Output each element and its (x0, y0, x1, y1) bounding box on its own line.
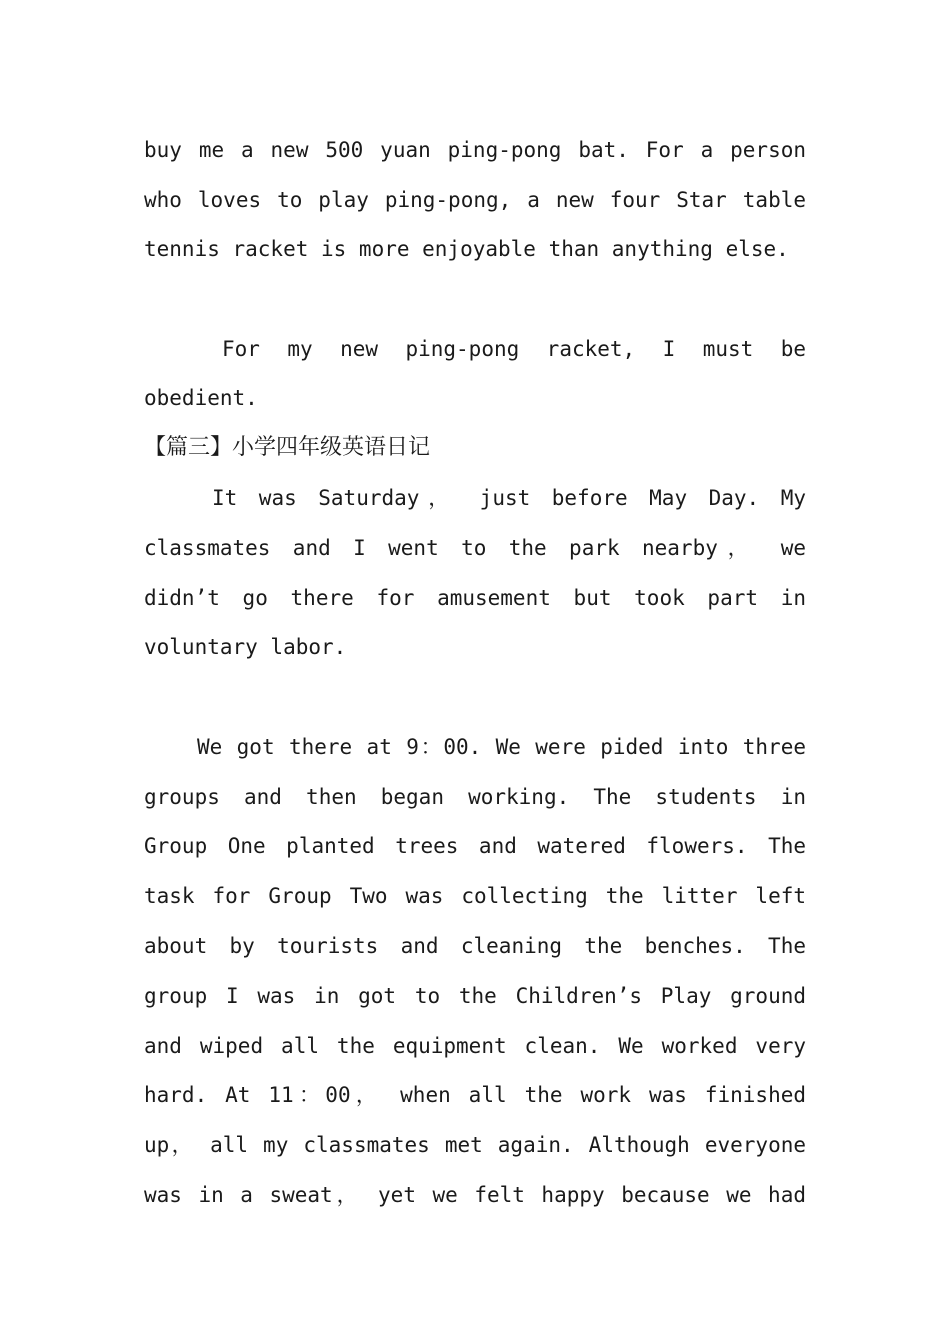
text-line: who loves to play ping-pong, a new four Star table (144, 188, 806, 212)
text-line: classmates and I went to the park nearby， we (144, 536, 806, 560)
text-line: Group One planted trees and watered flowers. The (144, 834, 806, 858)
text-line: voluntary labor. (144, 635, 347, 659)
text-line: buy me a new 500 yuan ping-pong bat. For a person (144, 138, 806, 162)
text-line: hard. At 11：00， when all the work was finished (144, 1083, 806, 1107)
text-line: was in a sweat， yet we felt happy because we had (144, 1183, 806, 1207)
text-line: about by tourists and cleaning the benches. The (144, 934, 806, 958)
text-line: obedient. (144, 386, 258, 410)
section-heading: 【篇三】小学四年级英语日记 (144, 435, 431, 460)
text-line: For my new ping-pong racket, I must be (222, 337, 806, 361)
text-line: It was Saturday， just before May Day. My (212, 486, 806, 510)
text-line: up， all my classmates met again. Although everyone (144, 1133, 806, 1157)
text-line: group I was in got to the Children’s Play ground (144, 984, 806, 1008)
text-line: We got there at 9：00. We were pided into three (197, 735, 806, 759)
text-line: and wiped all the equipment clean. We worked very (144, 1034, 806, 1058)
text-line: tennis racket is more enjoyable than anything else. (144, 237, 789, 261)
text-line: task for Group Two was collecting the litter left (144, 884, 806, 908)
text-line: didn’t go there for amusement but took part in (144, 586, 806, 610)
text-line: groups and then began working. The students in (144, 785, 806, 809)
